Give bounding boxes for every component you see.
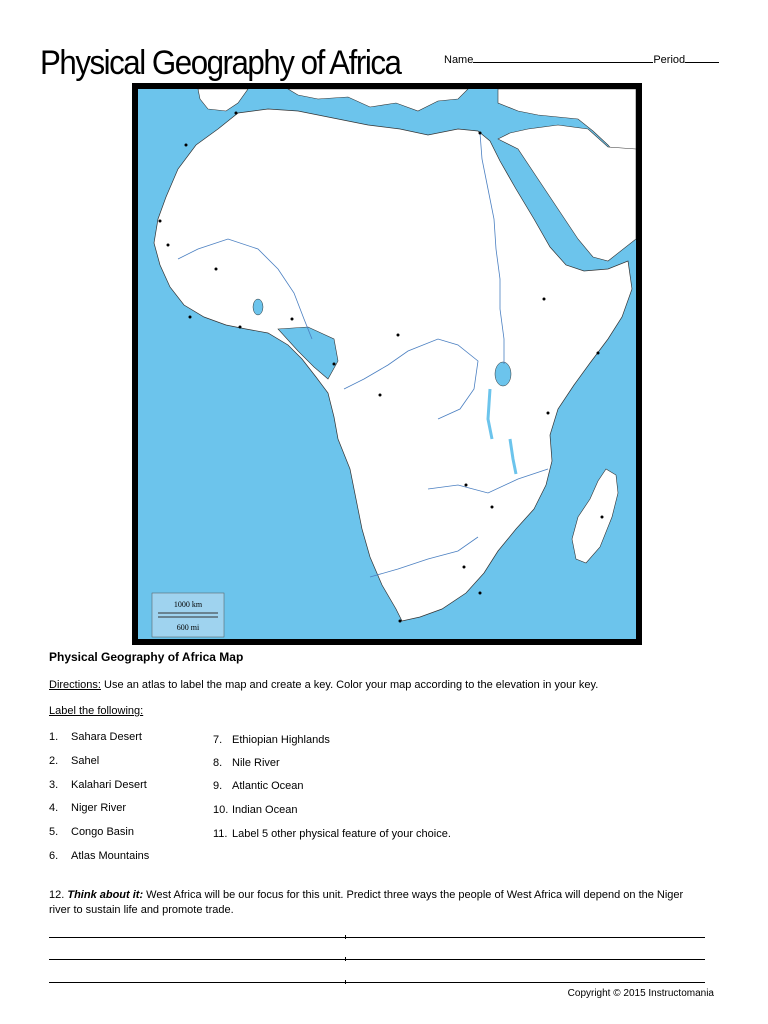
worksheet-title: Physical Geography of Africa <box>40 44 401 82</box>
label-item <box>49 850 149 862</box>
label-item <box>49 826 134 838</box>
label-item-number: 4. <box>49 802 59 814</box>
label-item-text: Sahara Desert <box>71 731 142 743</box>
label-item-text: Nile River <box>232 757 280 769</box>
label-item <box>49 802 126 814</box>
answer-line-3[interactable] <box>49 982 705 983</box>
label-item <box>213 828 451 840</box>
label-item <box>213 734 330 746</box>
label-item-text: Indian Ocean <box>232 804 298 816</box>
copyright: Copyright © 2015 Instructomania <box>567 988 714 999</box>
label-item-number: 6. <box>49 850 59 862</box>
section-title: Physical Geography of Africa Map <box>49 650 244 664</box>
label-item-number: 10. <box>213 804 229 816</box>
label-item-text: Sahel <box>71 755 100 767</box>
answer-line-1[interactable] <box>49 937 705 938</box>
scale-bar <box>152 593 224 637</box>
label-item-number: 1. <box>49 731 59 743</box>
label-item <box>213 804 297 816</box>
label-item <box>49 779 147 791</box>
scale-mi-label: 600 mi <box>176 623 200 632</box>
label-item <box>213 757 280 769</box>
label-item-number: 7. <box>213 734 223 746</box>
label-item-text: Ethiopian Highlands <box>232 734 330 746</box>
directions <box>49 679 598 691</box>
label-item-number: 3. <box>49 779 59 791</box>
name-label: Name <box>444 54 474 66</box>
label-item-number: 8. <box>213 757 223 769</box>
label-heading: Label the following: <box>49 705 144 717</box>
africa-map <box>132 83 642 645</box>
directions-text: Use an atlas to label the map and create a key. Color your map according to the elevation in your key. <box>100 679 599 691</box>
label-item <box>49 755 99 767</box>
question-12 <box>49 888 699 918</box>
label-item-text: Atlas Mountains <box>71 850 150 862</box>
question-number: 12. <box>49 889 65 901</box>
label-item-number: 11. <box>213 828 228 840</box>
label-item-number: 5. <box>49 826 59 838</box>
africa-outline-map <box>138 89 636 639</box>
scale-km-label: 1000 km <box>173 600 203 609</box>
label-item-text: Label 5 other physical feature of your choice. <box>232 828 451 840</box>
label-item-text: Kalahari Desert <box>71 779 147 791</box>
label-item <box>49 731 142 743</box>
lake-victoria <box>495 362 511 386</box>
name-period-field <box>444 52 719 66</box>
label-item <box>213 780 304 792</box>
label-item-text: Atlantic Ocean <box>232 780 304 792</box>
answer-line-2[interactable] <box>49 959 705 960</box>
question-bold: Think about it: <box>67 889 144 901</box>
label-item-number: 9. <box>213 780 223 792</box>
label-item-text: Niger River <box>71 802 127 814</box>
label-item-number: 2. <box>49 755 59 767</box>
question-text: West Africa will be our focus for this unit. Predict three ways the people of West Africa will depend on the Niger river to sustain life and promote trade. <box>49 889 684 916</box>
period-blank[interactable] <box>685 52 719 63</box>
period-label: Period <box>653 54 686 66</box>
lake-volta <box>253 299 263 315</box>
name-blank[interactable] <box>473 52 653 63</box>
label-item-text: Congo Basin <box>71 826 134 838</box>
directions-label: Directions: <box>49 679 101 691</box>
